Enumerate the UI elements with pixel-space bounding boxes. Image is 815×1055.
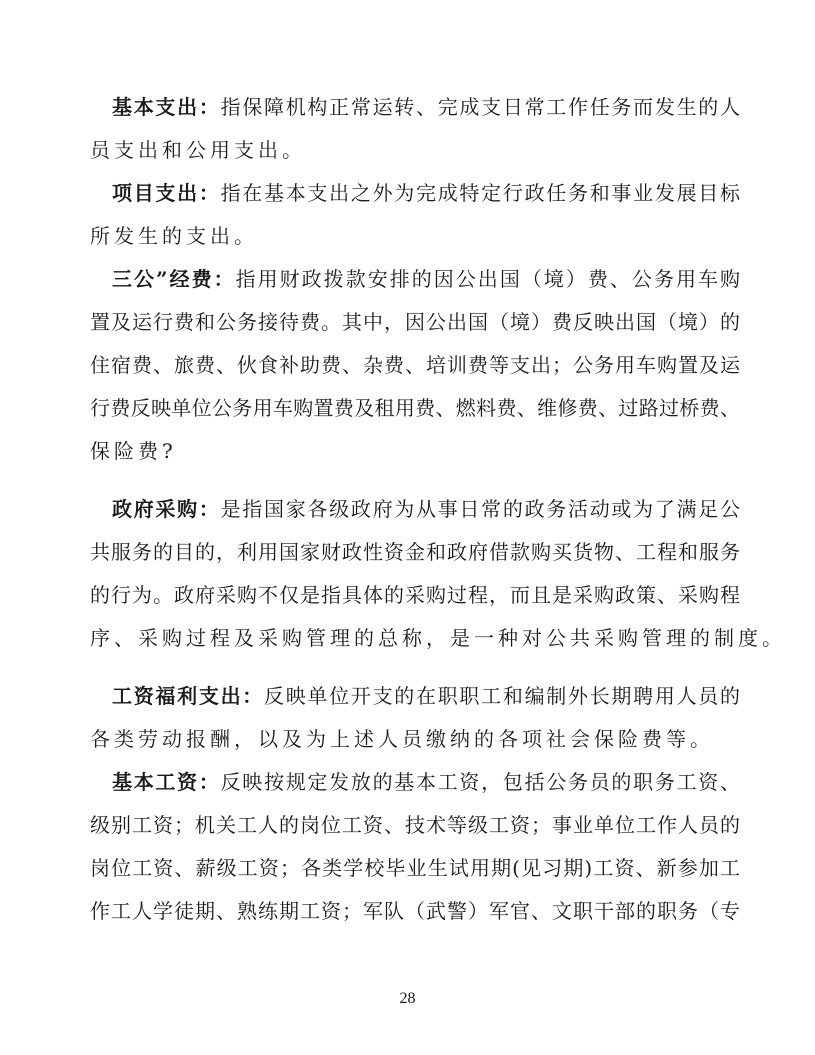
- term: 项目支出：: [112, 181, 221, 205]
- paragraph-three-public-expenses: 三公”经费：指用财政拨款安排的因公出国（境）费、公务用车购 置及运行费和公务接待费。其中，因公出国（境）费反映出国（境）的 住宿费、旅费、伙食补助费、杂费、培训费等支出；公务用车购置及运 行费反映单位公务用车购置费及租用费、燃料费、维修费、过路过桥费、 保险费?: [90, 267, 740, 463]
- document-page: [90, 86, 786, 933]
- paragraph-basic-expenditure: 基本支出：指保障机构正常运转、完成支日常工作任务而发生的人 员支出和公用支出。: [90, 95, 741, 162]
- page-number: 28: [399, 990, 416, 1007]
- term: 政府采购：: [112, 497, 221, 521]
- term: 工资福利支出：: [112, 684, 264, 708]
- paragraph-wages-benefits: 工资福利支出：反映单位开支的在职职工和编制外长期聘用人员的 各类劳动报酬，以及为上述人员缴纳的各项社会保险费等。: [90, 684, 740, 751]
- paragraph-project-expenditure: 项目支出：指在基本支出之外为完成特定行政任务和事业发展目标 所发生的支出。: [90, 181, 741, 248]
- term: 基本工资：: [112, 770, 221, 794]
- term: 基本支出：: [112, 95, 221, 119]
- paragraph-basic-wage: 基本工资：反映按规定发放的基本工资，包括公务员的职务工资、 级别工资；机关工人的岗位工资、技术等级工资；事业单位工作人员的 岗位工资、薪级工资；各类学校毕业生试用期(见习期)工资、新参加工 作工人学徒期、熟练期工资；军队（武警）军官、文职干部的职务（专: [90, 770, 741, 923]
- paragraph-government-procurement: 政府采购：是指国家各级政府为从事日常的政务活动或为了满足公 共服务的目的，利用国家财政性资金和政府借款购买货物、工程和服务 的行为。政府采购不仅是指具体的采购过程，而且是采购政策、采购程 序、采购过程及采购管理的总称，是一种对公共采购管理的制度。: [90, 497, 786, 650]
- term: 三公”经费：: [112, 267, 236, 291]
